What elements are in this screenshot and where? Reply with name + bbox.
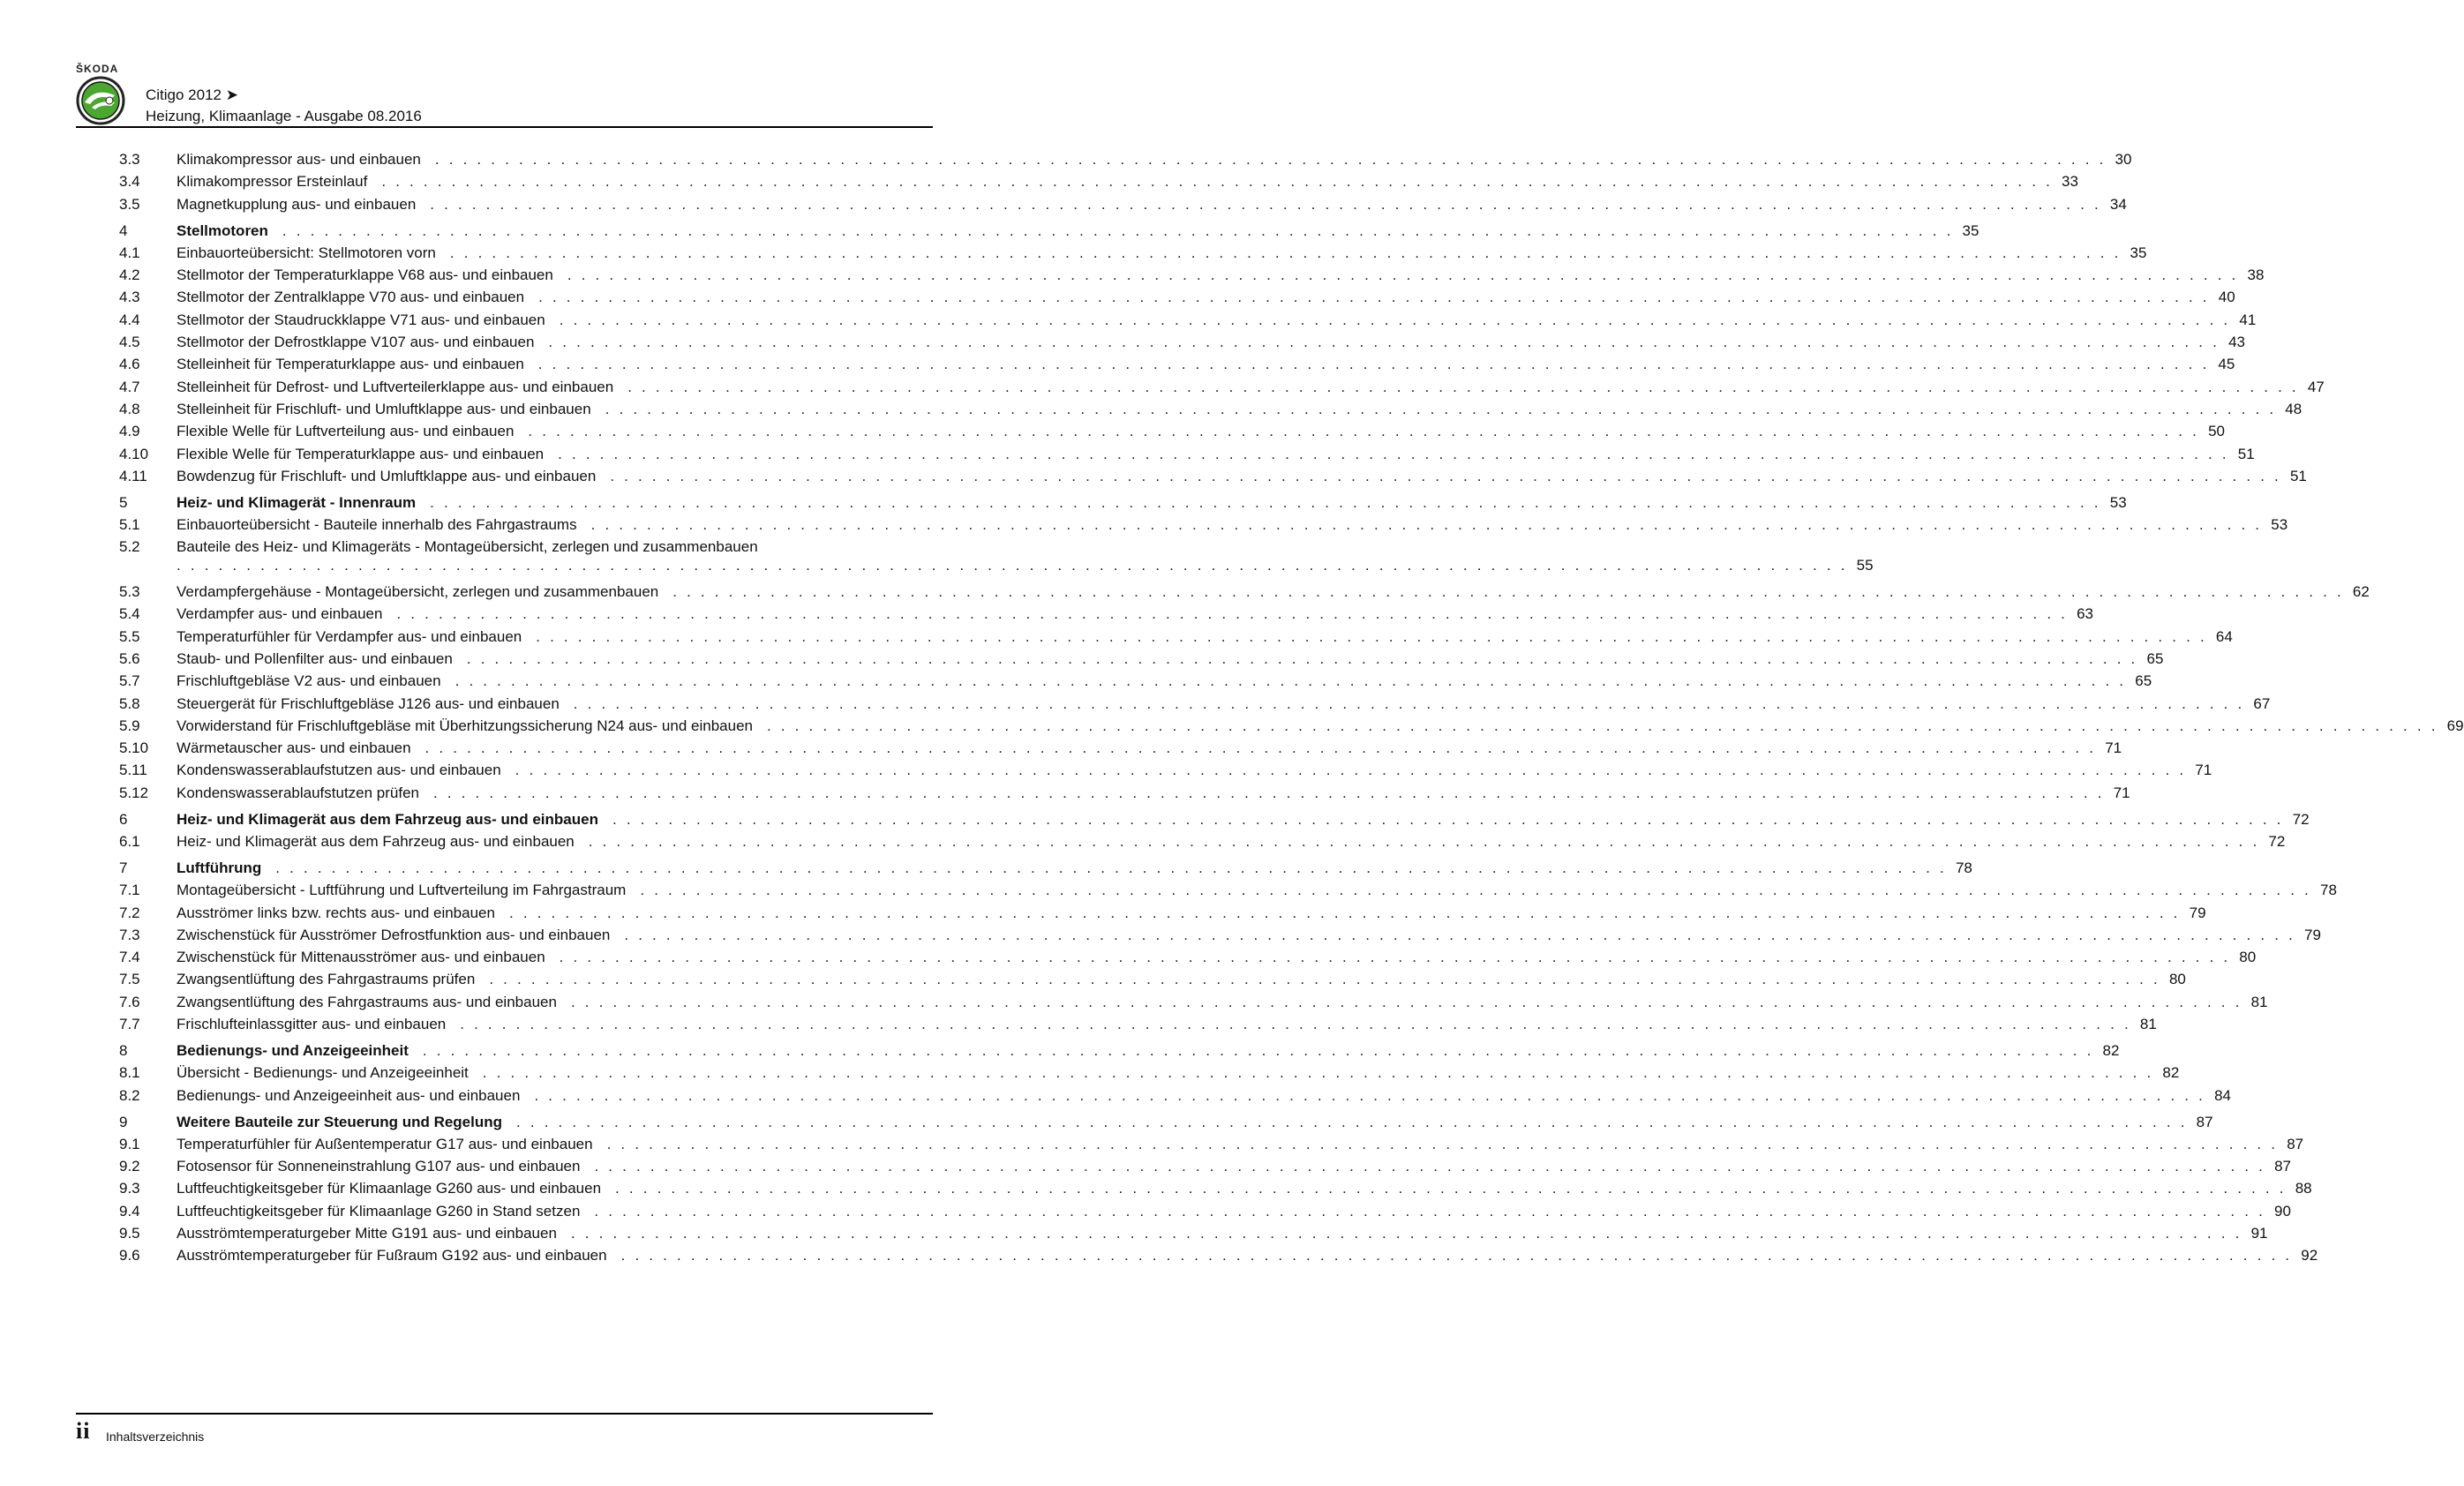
toc-page: 87 (2274, 1158, 2291, 1175)
toc-page: 43 (2228, 334, 2245, 351)
toc-page: 78 (1955, 859, 1972, 876)
toc-title: Verdampfer aus- und einbauen (177, 605, 383, 623)
toc-title: Temperaturfühler für Außentemperatur G17 aus- und einbauen (177, 1135, 593, 1152)
toc-leader: . . . . . . . . . . . . . . . . . . . . . . . . . . . . . . . . . . . . . . . . . . . . . . . . . . . . . . . . . . . . . . . . . . . . . . . . . . . . . . . . . . . . . . . . . . . . . . . . . . . . . . . . . . . . . . . . . . . . . . . . (559, 949, 2231, 966)
toc-leader: . . . . . . . . . . . . . . . . . . . . . . . . . . . . . . . . . . . . . . . . . . . . . . . . . . . . . . . . . . . . . . . . . . . . . . . . . . . . . . . . . . . . . . . . . . . . . . . . . . . . . . . . . . . . . . . . . . . . . . . . (606, 1135, 2279, 1152)
toc-leader: . . . . . . . . . . . . . . . . . . . . . . . . . . . . . . . . . . . . . . . . . . . . . . . . . . . . . . . . . . . . . . . . . . . . . . . . . . . . . . . . . . . . . . . . . . . . . . . . . . . . . . . . . . . . . . . . . . . . . . . . (590, 516, 2263, 534)
toc-leader: . . . . . . . . . . . . . . . . . . . . . . . . . . . . . . . . . . . . . . . . . . . . . . . . . . . . . . . . . . . . . . . . . . . . . . . . . . . . . . . . . . . . . . . . . . . . . . . . . . . . . . . . . . . . . . . . . . . . . . . . (558, 445, 2229, 462)
toc-row[interactable] (76, 309, 2257, 331)
toc-title: Staub- und Pollenfilter aus- und einbauen (177, 649, 453, 667)
toc-page: 72 (2268, 832, 2286, 850)
toc-row[interactable] (76, 1062, 2180, 1084)
toc-leader: . . . . . . . . . . . . . . . . . . . . . . . . . . . . . . . . . . . . . . . . . . . . . . . . . . . . . . . . . . . . . . . . . . . . . . . . . . . . . . . . . . . . . . . . . . . . . . . . . . . . . . . . . . . . . . . . . . . . . . . . (615, 1180, 2287, 1197)
toc-number: 6 (119, 810, 128, 828)
toc-title: Luftfeuchtigkeitsgeber für Klimaanlage G260 in Stand setzen (177, 1202, 581, 1220)
toc-page: 84 (2214, 1086, 2231, 1104)
toc-leader: . . . . . . . . . . . . . . . . . . . . . . . . . . . . . . . . . . . . . . . . . . . . . . . . . . . . . . . . . . . . . . . . . . . . . . . . . . . . . . . . . . . . . . . . . . . . . . . . . . . . . . . . . . . . . . . . . . . . . . . . (422, 1042, 2094, 1060)
toc-row[interactable] (76, 353, 2235, 375)
toc-chapter-row[interactable] (76, 492, 2127, 514)
toc-number: 9.3 (119, 1180, 140, 1197)
toc-leader: . . . . . . . . . . . . . . . . . . . . . . . . . . . . . . . . . . . . . . . . . . . . . . . . . . . . . . . . . . . . . . . . . . . . . . . . . . . . . . . . . . . . . . . . . . . . . . . . . . . . . . . . . . . . . . . . . . . . . . . . (516, 1113, 2188, 1130)
toc-row[interactable] (76, 1244, 2318, 1266)
toc-page: 53 (2271, 516, 2288, 534)
toc-row[interactable] (76, 991, 2268, 1013)
toc-title: Heiz- und Klimagerät - Innenraum (177, 493, 417, 511)
toc-number: 5.1 (119, 516, 140, 534)
toc-row[interactable] (76, 1222, 2268, 1244)
toc-title: Zwangsentlüftung des Fahrgastraums aus- und einbauen (177, 993, 557, 1010)
toc-leader: . . . . . . . . . . . . . . . . . . . . . . . . . . . . . . . . . . . . . . . . . . . . . . . . . . . . . . . . . . . . . . . . . . . . . . . . . . . . . . . . . . . . . . . . . . . . . . . . . . . . . . . . . . . . . . . . . . . . . . . . (282, 221, 1954, 239)
toc-number: 4.1 (119, 244, 140, 261)
toc-leader: . . . . . . . . . . . . . . . . . . . . . . . . . . . . . . . . . . . . . . . . . . . . . . . . . . . . . . . . . . . . . . . . . . . . . . . . . . . . . . . . . . . . . . . . . . . . . . . . . . . . . . . . . . . . . . . . . . . . . . . . (624, 926, 2295, 943)
toc-row[interactable] (76, 737, 2122, 759)
toc-leader: . . . . . . . . . . . . . . . . . . . . . . . . . . . . . . . . . . . . . . . . . . . . . . . . . . . . . . . . . . . . . . . . . . . . . . . . . . . . . . . . . . . . . . . . . . . . . . . . . . . . . . . . . . . . . . . . . . . . . . . . (570, 993, 2242, 1010)
toc-page: 55 (1856, 557, 1874, 574)
toc-number: 7.5 (119, 971, 140, 988)
toc-page: 65 (2146, 649, 2164, 667)
toc-title: Stelleinheit für Frischluft- und Umluftklappe aus- und einbauen (177, 400, 591, 417)
toc-number: 4.6 (119, 356, 140, 373)
toc-page: 48 (2285, 400, 2302, 417)
toc-page: 40 (2218, 289, 2235, 306)
toc-title: Fotosensor für Sonneneinstrahlung G107 aus- und einbauen (177, 1158, 581, 1175)
toc-number: 4.4 (119, 311, 140, 328)
toc-row[interactable] (76, 242, 2147, 264)
toc-page: 51 (2237, 445, 2255, 462)
toc-page: 79 (2304, 926, 2321, 943)
toc-row[interactable] (76, 759, 2212, 781)
footer-page-number: ii (76, 1418, 91, 1444)
toc-title: Heiz- und Klimagerät aus dem Fahrzeug aus- und einbauen (177, 832, 575, 850)
toc-page: 35 (1962, 221, 1979, 239)
toc-page: 71 (2105, 739, 2122, 757)
toc-title: Klimakompressor aus- und einbauen (177, 151, 421, 168)
toc-title: Klimakompressor Ersteinlauf (177, 173, 368, 191)
toc-number: 6.1 (119, 832, 140, 850)
toc-leader: . . . . . . . . . . . . . . . . . . . . . . . . . . . . . . . . . . . . . . . . . . . . . . . . . . . . . . . . . . . . . . . . . . . . . . . . . . . . . . . . . . . . . . . . . . . . . . . . . . . . . . . . . . . . . . . . . . . . . . . . (430, 493, 2101, 511)
toc-number: 8.2 (119, 1086, 140, 1104)
toc-leader: . . . . . . . . . . . . . . . . . . . . . . . . . . . . . . . . . . . . . . . . . . . . . . . . . . . . . . . . . . . . . . . . . . . . . . . . . . . . . . . . . . . . . . . . . . . . . . . . . . . . . . . . . . . . . . . . . . . . . . . . (766, 717, 2438, 734)
toc-row[interactable] (76, 581, 2370, 603)
toc-page: 67 (2253, 694, 2271, 712)
toc-page: 80 (2168, 971, 2186, 988)
toc-page: 41 (2239, 311, 2257, 328)
toc-leader: . . . . . . . . . . . . . . . . . . . . . . . . . . . . . . . . . . . . . . . . . . . . . . . . . . . . . . . . . . . . . . . . . . . . . . . . . . . . . . . . . . . . . . . . . . . . . . . . . . . . . . . . . . . . . . . . . . . . . . . . (588, 832, 2260, 850)
toc-number: 4.2 (119, 266, 140, 284)
toc-title: Stelleinheit für Defrost- und Luftverteilerklappe aus- und einbauen (177, 378, 614, 395)
toc-page: 72 (2292, 810, 2310, 828)
toc-page: 34 (2109, 195, 2127, 213)
toc-title: Bedienungs- und Anzeigeeinheit (177, 1042, 409, 1060)
toc-page: 45 (2218, 356, 2235, 373)
toc-number: 8.1 (119, 1064, 140, 1082)
toc-leader: . . . . . . . . . . . . . . . . . . . . . . . . . . . . . . . . . . . . . . . . . . . . . . . . . . . . . . . . . . . . . . . . . . . . . . . . . . . . . . . . . . . . . . . . . . . . . . . . . . . . . . . . . . . . . . . . . . . . . . . . (482, 1064, 2154, 1082)
toc-title: Übersicht - Bedienungs- und Anzeigeeinheit (177, 1064, 469, 1082)
toc-title: Stellmotor der Staudruckklappe V71 aus- und einbauen (177, 311, 545, 328)
header-divider (76, 126, 933, 128)
toc-number: 3.5 (119, 195, 140, 213)
toc-title: Bauteile des Heiz- und Klimageräts - Montageübersicht, zerlegen und zusammenbauen (177, 538, 758, 556)
toc-row[interactable] (76, 398, 2302, 420)
toc-title: Kondenswasserablaufstutzen aus- und einbauen (177, 762, 501, 779)
toc-title: Temperaturfühler für Verdampfer aus- und einbauen (177, 627, 522, 645)
toc-number: 5.3 (119, 583, 140, 601)
toc-number: 9.6 (119, 1247, 140, 1265)
toc-page: 35 (2130, 244, 2147, 261)
footer-section-title: Inhaltsverzeichnis (106, 1430, 205, 1444)
toc-leader: . . . . . . . . . . . . . . . . . . . . . . . . . . . . . . . . . . . . . . . . . . . . . . . . . . . . . . . . . . . . . . . . . . . . . . . . . . . . . . . . . . . . . . . . . . . . . . . . . . . . . . . . . . . . . . . . . . . . . . . . (460, 1016, 2131, 1033)
toc-number: 4.8 (119, 400, 140, 417)
toc-number: 8 (119, 1042, 128, 1060)
toc-page: 81 (2250, 993, 2268, 1010)
toc-page: 92 (2301, 1247, 2318, 1265)
toc-title: Einbauorteübersicht: Stellmotoren vorn (177, 244, 436, 261)
toc-row[interactable] (76, 514, 2288, 536)
toc-row[interactable] (76, 286, 2235, 308)
toc-row[interactable] (76, 331, 2245, 353)
toc-page: 62 (2352, 583, 2370, 601)
toc-row[interactable] (76, 443, 2255, 465)
toc-number: 5.10 (119, 739, 149, 757)
toc-leader: . . . . . . . . . . . . . . . . . . . . . . . . . . . . . . . . . . . . . . . . . . . . . . . . . . . . . . . . . . . . . . . . . . . . . . . . . . . . . . . . . . . . . . . . . . . . . . . . . . . . . . . . . . . . . . . . . . . . . . . . (620, 1247, 2293, 1265)
toc-leader: . . . . . . . . . . . . . . . . . . . . . . . . . . . . . . . . . . . . . . . . . . . . . . . . . . . . . . . . . . . . . . . . . . . . . . . . . . . . . . . . . . . . . . . . . . . . . . . . . . . . . . . . . . . . . . . . . . . . . . . . (605, 400, 2277, 417)
toc-title: Montageübersicht - Luftführung und Luftverteilung im Fahrgastraum (177, 882, 627, 899)
toc-page: 64 (2215, 627, 2233, 645)
toc-page: 38 (2247, 266, 2265, 284)
toc-leader: . . . . . . . . . . . . . . . . . . . . . . . . . . . . . . . . . . . . . . . . . . . . . . . . . . . . . . . . . . . . . . . . . . . . . . . . . . . . . . . . . . . . . . . . . . . . . . . . . . . . . . . . . . . . . . . . . . . . . . . . (177, 557, 1848, 574)
toc-page: 51 (2289, 467, 2307, 484)
toc-row[interactable] (76, 376, 2325, 398)
toc-leader: . . . . . . . . . . . . . . . . . . . . . . . . . . . . . . . . . . . . . . . . . . . . . . . . . . . . . . . . . . . . . . . . . . . . . . . . . . . . . . . . . . . . . . . . . . . . . . . . . . . . . . . . . . . . . . . . . . . . . . . . (454, 672, 2127, 690)
toc-page: 47 (2307, 378, 2325, 395)
toc-leader: . . . . . . . . . . . . . . . . . . . . . . . . . . . . . . . . . . . . . . . . . . . . . . . . . . . . . . . . . . . . . . . . . . . . . . . . . . . . . . . . . . . . . . . . . . . . . . . . . . . . . . . . . . . . . . . . . . . . . . . . (489, 971, 2160, 988)
toc-row[interactable] (76, 626, 2233, 648)
toc-title: Weitere Bauteile zur Steuerung und Regelung (177, 1113, 503, 1130)
toc-leader: . . . . . . . . . . . . . . . . . . . . . . . . . . . . . . . . . . . . . . . . . . . . . . . . . . . . . . . . . . . . . . . . . . . . . . . . . . . . . . . . . . . . . . . . . . . . . . . . . . . . . . . . . . . . . . . . . . . . . . . . (594, 1202, 2266, 1220)
toc-row[interactable] (76, 946, 2257, 968)
toc-title: Vorwiderstand für Frischluftgebläse mit Überhitzungssicherung N24 aus- und einbauen (177, 717, 753, 734)
toc-leader: . . . . . . . . . . . . . . . . . . . . . . . . . . . . . . . . . . . . . . . . . . . . . . . . . . . . . . . . . . . . . . . . . . . . . . . . . . . . . . . . . . . . . . . . . . . . . . . . . . . . . . . . . . . . . . . . . . . . . . . . (275, 859, 1947, 876)
toc-leader: . . . . . . . . . . . . . . . . . . . . . . . . . . . . . . . . . . . . . . . . . . . . . . . . . . . . . . . . . . . . . . . . . . . . . . . . . . . . . . . . . . . . . . . . . . . . . . . . . . . . . . . . . . . . . . . . . . . . . . . . (627, 378, 2299, 395)
toc-title: Luftfeuchtigkeitsgeber für Klimaanlage G260 aus- und einbauen (177, 1180, 602, 1197)
toc-leader: . . . . . . . . . . . . . . . . . . . . . . . . . . . . . . . . . . . . . . . . . . . . . . . . . . . . . . . . . . . . . . . . . . . . . . . . . . . . . . . . . . . . . . . . . . . . . . . . . . . . . . . . . . . . . . . . . . . . . . . . (534, 1086, 2206, 1104)
toc-row[interactable] (76, 420, 2225, 442)
toc-page: 50 (2208, 423, 2225, 440)
toc-title: Magnetkupplung aus- und einbauen (177, 195, 417, 213)
toc-row[interactable] (76, 1013, 2157, 1035)
toc-title: Einbauorteübersicht - Bauteile innerhalb des Fahrgastraums (177, 516, 577, 534)
toc-row[interactable] (76, 264, 2265, 286)
toc-page: 87 (2196, 1113, 2213, 1130)
toc-number: 5.12 (119, 784, 149, 801)
toc-page: 69 (2446, 717, 2464, 734)
toc-number: 5.11 (119, 762, 147, 779)
toc-number: 4.10 (119, 445, 149, 462)
toc-title: Zwischenstück für Ausströmer Defrostfunktion aus- und einbauen (177, 926, 611, 943)
toc-number: 9.4 (119, 1202, 140, 1220)
toc-number: 9.1 (119, 1135, 140, 1152)
toc-leader: . . . . . . . . . . . . . . . . . . . . . . . . . . . . . . . . . . . . . . . . . . . . . . . . . . . . . . . . . . . . . . . . . . . . . . . . . . . . . . . . . . . . . . . . . . . . . . . . . . . . . . . . . . . . . . . . . . . . . . . . (570, 1225, 2242, 1242)
toc-title: Stellmotor der Temperaturklappe V68 aus- und einbauen (177, 266, 553, 284)
toc-title: Kondenswasserablaufstutzen prüfen (177, 784, 420, 801)
toc-page: 71 (2113, 784, 2130, 801)
toc-row[interactable] (76, 148, 2132, 170)
toc-page: 78 (2319, 882, 2337, 899)
toc-page: 33 (2062, 173, 2078, 191)
toc-row[interactable] (76, 536, 1874, 576)
toc-number: 9 (119, 1113, 128, 1130)
table-of-contents (76, 148, 2464, 1267)
toc-row[interactable] (76, 968, 2186, 990)
toc-number: 7 (119, 859, 128, 876)
toc-leader: . . . . . . . . . . . . . . . . . . . . . . . . . . . . . . . . . . . . . . . . . . . . . . . . . . . . . . . . . . . . . . . . . . . . . . . . . . . . . . . . . . . . . . . . . . . . . . . . . . . . . . . . . . . . . . . . . . . . . . . . (424, 739, 2097, 757)
toc-number: 7.6 (119, 993, 140, 1010)
toc-leader: . . . . . . . . . . . . . . . . . . . . . . . . . . . . . . . . . . . . . . . . . . . . . . . . . . . . . . . . . . . . . . . . . . . . . . . . . . . . . . . . . . . . . . . . . . . . . . . . . . . . . . . . . . . . . . . . . . . . . . . . (396, 605, 2069, 623)
toc-leader: . . . . . . . . . . . . . . . . . . . . . . . . . . . . . . . . . . . . . . . . . . . . . . . . . . . . . . . . . . . . . . . . . . . . . . . . . . . . . . . . . . . . . . . . . . . . . . . . . . . . . . . . . . . . . . . . . . . . . . . . (594, 1158, 2266, 1175)
toc-page: 53 (2109, 493, 2127, 511)
toc-leader: . . . . . . . . . . . . . . . . . . . . . . . . . . . . . . . . . . . . . . . . . . . . . . . . . . . . . . . . . . . . . . . . . . . . . . . . . . . . . . . . . . . . . . . . . . . . . . . . . . . . . . . . . . . . . . . . . . . . . . . . (434, 151, 2107, 168)
toc-title: Frischlufteinlassgitter aus- und einbauen (177, 1016, 447, 1033)
toc-title: Heiz- und Klimagerät aus dem Fahrzeug aus- und einbauen (177, 810, 598, 828)
toc-number: 3.4 (119, 173, 140, 191)
toc-number: 9.5 (119, 1225, 140, 1242)
toc-row[interactable] (76, 924, 2321, 946)
toc-leader: . . . . . . . . . . . . . . . . . . . . . . . . . . . . . . . . . . . . . . . . . . . . . . . . . . . . . . . . . . . . . . . . . . . . . . . . . . . . . . . . . . . . . . . . . . . . . . . . . . . . . . . . . . . . . . . . . . . . . . . . (466, 649, 2138, 667)
toc-number: 5.2 (119, 538, 140, 556)
footer-divider (76, 1413, 933, 1415)
toc-title: Luftführung (177, 859, 262, 876)
toc-title: Flexible Welle für Luftverteilung aus- und einbauen (177, 423, 515, 440)
toc-page: 81 (2139, 1016, 2157, 1033)
toc-number: 4.11 (119, 467, 147, 484)
toc-title: Frischluftgebläse V2 aus- und einbauen (177, 672, 441, 690)
toc-page: 71 (2195, 762, 2212, 779)
toc-leader: . . . . . . . . . . . . . . . . . . . . . . . . . . . . . . . . . . . . . . . . . . . . . . . . . . . . . . . . . . . . . . . . . . . . . . . . . . . . . . . . . . . . . . . . . . . . . . . . . . . . . . . . . . . . . . . . . . . . . . . . (381, 173, 2053, 191)
toc-number: 4.3 (119, 289, 140, 306)
toc-number: 5 (119, 493, 128, 511)
toc-leader: . . . . . . . . . . . . . . . . . . . . . . . . . . . . . . . . . . . . . . . . . . . . . . . . . . . . . . . . . . . . . . . . . . . . . . . . . . . . . . . . . . . . . . . . . . . . . . . . . . . . . . . . . . . . . . . . . . . . . . . . (612, 810, 2284, 828)
toc-page: 82 (2102, 1042, 2120, 1060)
toc-leader: . . . . . . . . . . . . . . . . . . . . . . . . . . . . . . . . . . . . . . . . . . . . . . . . . . . . . . . . . . . . . . . . . . . . . . . . . . . . . . . . . . . . . . . . . . . . . . . . . . . . . . . . . . . . . . . . . . . . . . . . (449, 244, 2122, 261)
toc-title: Ausströmer links bzw. rechts aus- und einbauen (177, 904, 495, 921)
toc-leader: . . . . . . . . . . . . . . . . . . . . . . . . . . . . . . . . . . . . . . . . . . . . . . . . . . . . . . . . . . . . . . . . . . . . . . . . . . . . . . . . . . . . . . . . . . . . . . . . . . . . . . . . . . . . . . . . . . . . . . . . (433, 784, 2105, 801)
toc-row[interactable] (76, 1133, 2304, 1155)
toc-row[interactable] (76, 1155, 2291, 1177)
toc-number: 7.1 (119, 882, 140, 899)
toc-chapter-row[interactable] (76, 1111, 2213, 1133)
toc-title: Stellmotor der Defrostklappe V107 aus- und einbauen (177, 334, 535, 351)
toc-number: 5.5 (119, 627, 140, 645)
toc-leader: . . . . . . . . . . . . . . . . . . . . . . . . . . . . . . . . . . . . . . . . . . . . . . . . . . . . . . . . . . . . . . . . . . . . . . . . . . . . . . . . . . . . . . . . . . . . . . . . . . . . . . . . . . . . . . . . . . . . . . . . (515, 762, 2187, 779)
toc-leader: . . . . . . . . . . . . . . . . . . . . . . . . . . . . . . . . . . . . . . . . . . . . . . . . . . . . . . . . . . . . . . . . . . . . . . . . . . . . . . . . . . . . . . . . . . . . . . . . . . . . . . . . . . . . . . . . . . . . . . . . (610, 467, 2281, 484)
toc-number: 4.9 (119, 423, 140, 440)
toc-row[interactable] (76, 782, 2130, 804)
toc-number: 7.2 (119, 904, 140, 921)
toc-row[interactable] (76, 1084, 2231, 1107)
toc-page: 80 (2239, 949, 2257, 966)
toc-page: 91 (2250, 1225, 2268, 1242)
toc-title: Flexible Welle für Temperaturklappe aus- und einbauen (177, 445, 545, 462)
toc-row[interactable] (76, 648, 2164, 670)
toc-number: 3.3 (119, 151, 140, 168)
toc-number: 7.4 (119, 949, 140, 966)
toc-leader: . . . . . . . . . . . . . . . . . . . . . . . . . . . . . . . . . . . . . . . . . . . . . . . . . . . . . . . . . . . . . . . . . . . . . . . . . . . . . . . . . . . . . . . . . . . . . . . . . . . . . . . . . . . . . . . . . . . . . . . . (559, 311, 2231, 328)
toc-title: Stelleinheit für Temperaturklappe aus- und einbauen (177, 356, 524, 373)
toc-title: Zwischenstück für Mittenausströmer aus- und einbauen (177, 949, 545, 966)
skoda-logo-icon (76, 76, 125, 125)
toc-title: Ausströmtemperaturgeber Mitte G191 aus- und einbauen (177, 1225, 557, 1242)
toc-page: 90 (2274, 1202, 2291, 1220)
toc-chapter-row[interactable] (76, 1039, 2120, 1062)
toc-row[interactable] (76, 170, 2078, 192)
toc-leader: . . . . . . . . . . . . . . . . . . . . . . . . . . . . . . . . . . . . . . . . . . . . . . . . . . . . . . . . . . . . . . . . . . . . . . . . . . . . . . . . . . . . . . . . . . . . . . . . . . . . . . . . . . . . . . . . . . . . . . . . (537, 356, 2210, 373)
brand-name: ŠKODA (76, 63, 119, 75)
toc-title: Bedienungs- und Anzeigeeinheit aus- und einbauen (177, 1086, 521, 1104)
toc-page: 30 (2115, 151, 2132, 168)
toc-chapter-row[interactable] (76, 220, 1979, 242)
toc-number: 5.7 (119, 672, 140, 690)
toc-number: 4.7 (119, 378, 140, 395)
toc-page: 82 (2162, 1064, 2180, 1082)
toc-title: Ausströmtemperaturgeber für Fußraum G192 aus- und einbauen (177, 1247, 607, 1265)
toc-title: Bowdenzug für Frischluft- und Umluftklappe aus- und einbauen (177, 467, 597, 484)
toc-row[interactable] (76, 902, 2206, 924)
toc-chapter-row[interactable] (76, 857, 1972, 879)
header-subtitle: Heizung, Klimaanlage - Ausgabe 08.2016 (146, 108, 422, 124)
toc-row[interactable] (76, 193, 2127, 215)
toc-row[interactable] (76, 1200, 2291, 1222)
toc-row[interactable] (76, 465, 2307, 487)
toc-number: 5.6 (119, 649, 140, 667)
toc-number: 5.4 (119, 605, 140, 623)
toc-page: 79 (2189, 904, 2206, 921)
toc-leader: . . . . . . . . . . . . . . . . . . . . . . . . . . . . . . . . . . . . . . . . . . . . . . . . . . . . . . . . . . . . . . . . . . . . . . . . . . . . . . . . . . . . . . . . . . . . . . . . . . . . . . . . . . . . . . . . . . . . . . . . (640, 882, 2311, 899)
toc-chapter-row[interactable] (76, 808, 2310, 830)
toc-number: 5.8 (119, 694, 140, 712)
header-model: Citigo 2012 ➤ (146, 86, 238, 103)
toc-leader: . . . . . . . . . . . . . . . . . . . . . . . . . . . . . . . . . . . . . . . . . . . . . . . . . . . . . . . . . . . . . . . . . . . . . . . . . . . . . . . . . . . . . . . . . . . . . . . . . . . . . . . . . . . . . . . . . . . . . . . . (528, 423, 2200, 440)
toc-title: Zwangsentlüftung des Fahrgastraums prüfen (177, 971, 476, 988)
toc-row[interactable] (76, 693, 2271, 715)
toc-row[interactable] (76, 670, 2152, 692)
toc-number: 7.3 (119, 926, 140, 943)
toc-leader: . . . . . . . . . . . . . . . . . . . . . . . . . . . . . . . . . . . . . . . . . . . . . . . . . . . . . . . . . . . . . . . . . . . . . . . . . . . . . . . . . . . . . . . . . . . . . . . . . . . . . . . . . . . . . . . . . . . . . . . . (430, 195, 2101, 213)
toc-leader: . . . . . . . . . . . . . . . . . . . . . . . . . . . . . . . . . . . . . . . . . . . . . . . . . . . . . . . . . . . . . . . . . . . . . . . . . . . . . . . . . . . . . . . . . . . . . . . . . . . . . . . . . . . . . . . . . . . . . . . . (536, 627, 2207, 645)
toc-row[interactable] (76, 1177, 2312, 1199)
toc-title: Wärmetauscher aus- und einbauen (177, 739, 411, 757)
toc-page: 88 (2295, 1180, 2312, 1197)
toc-number: 5.9 (119, 717, 140, 734)
toc-leader: . . . . . . . . . . . . . . . . . . . . . . . . . . . . . . . . . . . . . . . . . . . . . . . . . . . . . . . . . . . . . . . . . . . . . . . . . . . . . . . . . . . . . . . . . . . . . . . . . . . . . . . . . . . . . . . . . . . . . . . . (573, 694, 2245, 712)
toc-title: Stellmotor der Zentralklappe V70 aus- und einbauen (177, 289, 525, 306)
toc-row[interactable] (76, 603, 2094, 625)
toc-number: 4 (119, 221, 128, 239)
toc-leader: . . . . . . . . . . . . . . . . . . . . . . . . . . . . . . . . . . . . . . . . . . . . . . . . . . . . . . . . . . . . . . . . . . . . . . . . . . . . . . . . . . . . . . . . . . . . . . . . . . . . . . . . . . . . . . . . . . . . . . . . (548, 334, 2220, 351)
toc-row[interactable] (76, 715, 2464, 737)
toc-number: 4.5 (119, 334, 140, 351)
toc-leader: . . . . . . . . . . . . . . . . . . . . . . . . . . . . . . . . . . . . . . . . . . . . . . . . . . . . . . . . . . . . . . . . . . . . . . . . . . . . . . . . . . . . . . . . . . . . . . . . . . . . . . . . . . . . . . . . . . . . . . . . (538, 289, 2210, 306)
toc-title: Steuergerät für Frischluftgebläse J126 aus- und einbauen (177, 694, 560, 712)
toc-number: 7.7 (119, 1016, 140, 1033)
toc-number: 9.2 (119, 1158, 140, 1175)
toc-leader: . . . . . . . . . . . . . . . . . . . . . . . . . . . . . . . . . . . . . . . . . . . . . . . . . . . . . . . . . . . . . . . . . . . . . . . . . . . . . . . . . . . . . . . . . . . . . . . . . . . . . . . . . . . . . . . . . . . . . . . . (508, 904, 2181, 921)
toc-leader: . . . . . . . . . . . . . . . . . . . . . . . . . . . . . . . . . . . . . . . . . . . . . . . . . . . . . . . . . . . . . . . . . . . . . . . . . . . . . . . . . . . . . . . . . . . . . . . . . . . . . . . . . . . . . . . . . . . . . . . . (672, 583, 2344, 601)
toc-row[interactable] (76, 830, 2286, 852)
toc-leader: . . . . . . . . . . . . . . . . . . . . . . . . . . . . . . . . . . . . . . . . . . . . . . . . . . . . . . . . . . . . . . . . . . . . . . . . . . . . . . . . . . . . . . . . . . . . . . . . . . . . . . . . . . . . . . . . . . . . . . . . (567, 266, 2239, 284)
toc-title: Verdampfergehäuse - Montageübersicht, zerlegen und zusammenbauen (177, 583, 659, 601)
toc-row[interactable] (76, 879, 2337, 901)
toc-page: 63 (2077, 605, 2094, 623)
toc-page: 65 (2135, 672, 2152, 690)
toc-page: 87 (2287, 1135, 2304, 1152)
toc-title: Stellmotoren (177, 221, 268, 239)
